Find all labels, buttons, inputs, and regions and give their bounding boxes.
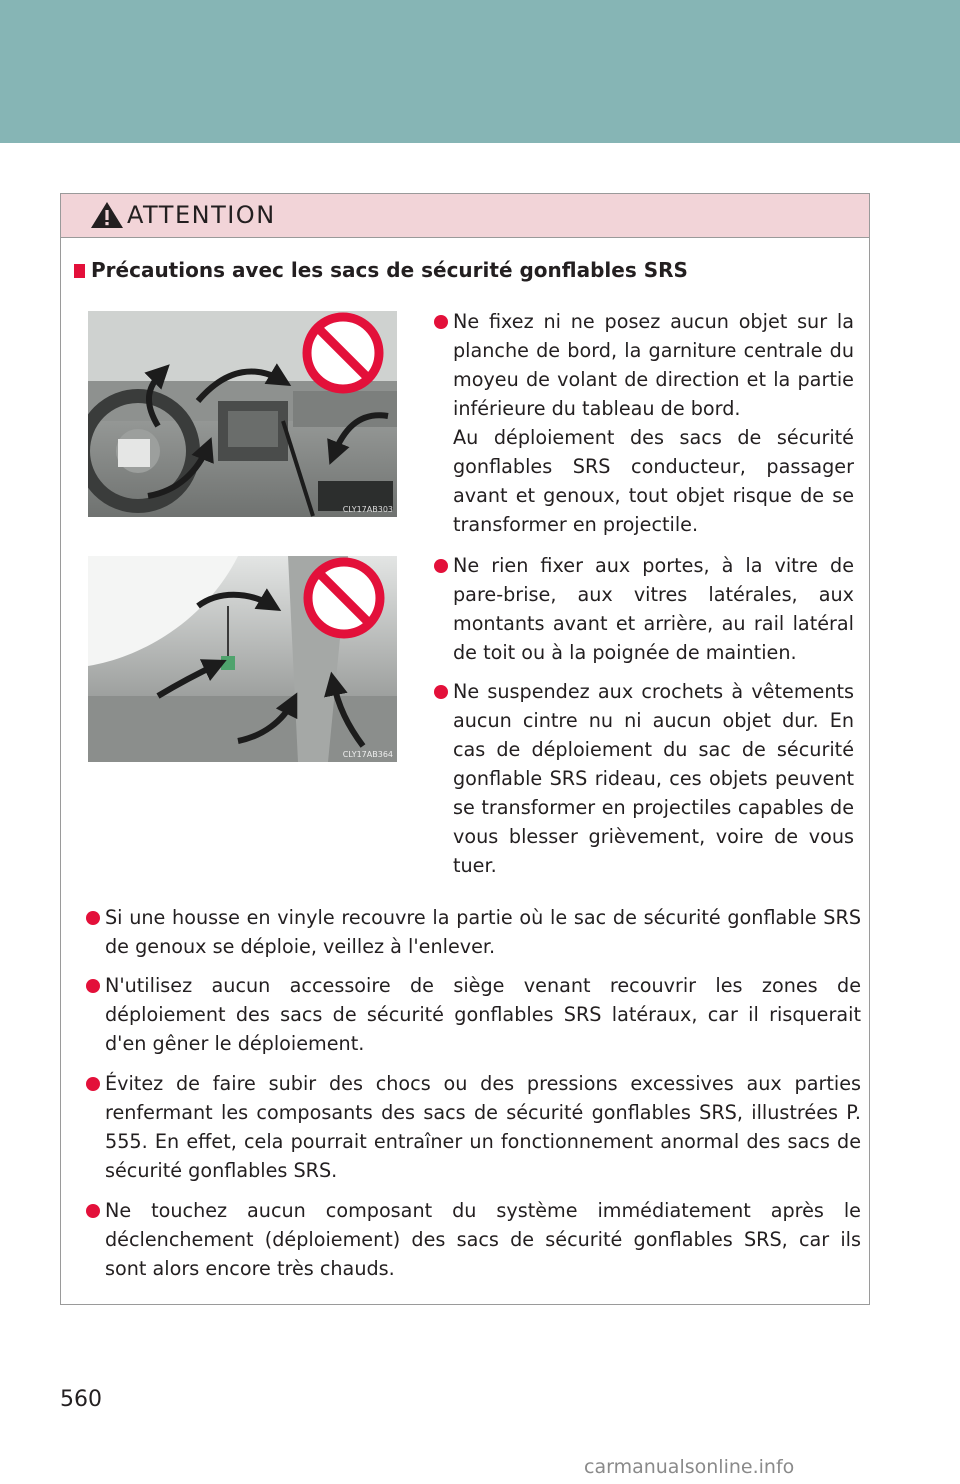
bullet-dot-icon <box>434 315 448 329</box>
warning-box <box>60 193 870 1305</box>
no-symbol-icon <box>308 562 380 634</box>
full-bullet-4: Ne touchez aucun composant du système immédiatement après le déclenchement (déploiement) des sacs de sécurité gonflables SRS, car ils sont alors encore très chauds. <box>86 1196 861 1283</box>
warning-triangle-icon <box>89 200 125 230</box>
top-color-band <box>0 0 960 143</box>
bullet-dot-icon <box>86 979 100 993</box>
page-number: 560 <box>60 1387 102 1412</box>
photo-caption: CLY17AB303 <box>342 505 393 514</box>
side-bullet-2: Ne rien fixer aux portes, à la vitre de pare-brise, aux vitres latérales, aux montants avant et arrière, au rail latéral de toit ou à la poignée de maintien. <box>434 551 854 667</box>
bullet-dot-icon <box>434 685 448 699</box>
bullet-dot-icon <box>434 559 448 573</box>
dashboard-photo <box>88 311 397 517</box>
side-bullet-1: Ne fixez ni ne posez aucun objet sur la planche de bord, la garniture centrale du moyeu de volant de direction et la partie inférieure du tableau de bord. Au déploiement des sacs de sécurité gonflables SRS conducteur, passager avant et genoux, tout objet risque de se transformer en projectile. <box>434 307 854 539</box>
side-bullet-3: Ne suspendez aux crochets à vêtements aucun cintre nu ni aucun objet dur. En cas de déploiement du sac de sécurité gonflable SRS rideau, ces objets peuvent se transformer en projectiles capables de vous blesser grièvement, voire de vous tuer. <box>434 677 854 880</box>
bullet-dot-icon <box>86 911 100 925</box>
warning-header <box>61 194 869 238</box>
bullet-dot-icon <box>86 1077 100 1091</box>
photo-caption: CLY17AB364 <box>342 750 393 759</box>
section-title: Précautions avec les sacs de sécurité gonflables SRS <box>74 256 688 284</box>
no-symbol-icon <box>307 317 379 389</box>
full-bullet-1: Si une housse en vinyle recouvre la partie où le sac de sécurité gonflable SRS de genoux se déploie, veillez à l'enlever. <box>86 903 861 961</box>
warning-title: ATTENTION <box>127 201 276 229</box>
square-bullet-icon <box>74 264 85 278</box>
watermark: carmanualsonline.info <box>584 1456 795 1478</box>
window-pillar-photo <box>88 556 397 762</box>
full-bullet-3: Évitez de faire subir des chocs ou des pressions excessives aux parties renfermant les composants des sacs de sécurité gonflables SRS, illustrées P. 555. En effet, cela pourrait entraîner un fonctionnement anormal des sacs de sécurité gonflables SRS. <box>86 1069 861 1185</box>
full-bullet-2: N'utilisez aucun accessoire de siège venant recouvrir les zones de déploiement des sacs de sécurité gonflables SRS latéraux, car il risquerait d'en gêner le déploiement. <box>86 971 861 1058</box>
bullet-dot-icon <box>86 1204 100 1218</box>
